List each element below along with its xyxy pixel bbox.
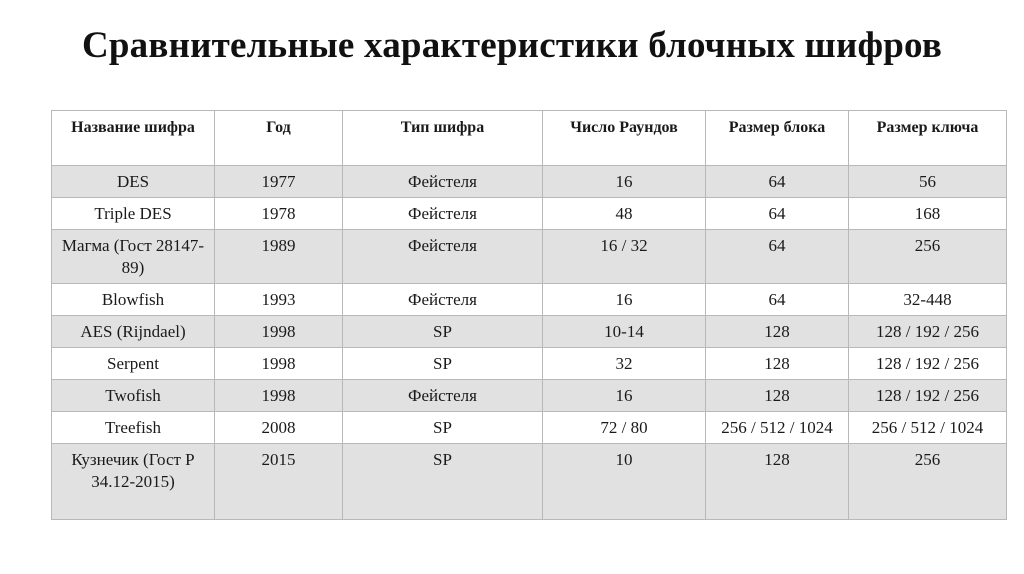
table-header	[52, 111, 1007, 166]
cell-type: Фейстеля	[343, 284, 543, 316]
cell-key-size: 256 / 512 / 1024	[849, 412, 1007, 444]
cell-block-size: 256 / 512 / 1024	[706, 412, 849, 444]
cell-block-size: 128	[706, 316, 849, 348]
cell-rounds: 32	[543, 348, 706, 380]
header-rounds: Число Раундов	[543, 111, 706, 166]
cell-block-size: 128	[706, 348, 849, 380]
cell-type: SP	[343, 444, 543, 520]
cell-year: 1998	[215, 348, 343, 380]
table-row	[52, 284, 1007, 316]
cell-key-size: 256	[849, 230, 1007, 284]
cell-year: 2008	[215, 412, 343, 444]
cell-block-size: 64	[706, 198, 849, 230]
table-row	[52, 348, 1007, 380]
cell-key-size: 32-448	[849, 284, 1007, 316]
cell-year: 2015	[215, 444, 343, 520]
cell-name: DES	[52, 166, 215, 198]
slide-title: Сравнительные характеристики блочных шифров	[81, 25, 942, 66]
cipher-comparison-table	[51, 110, 1007, 520]
table-body	[52, 166, 1007, 520]
cell-name: Магма (Гост 28147-89)	[52, 230, 215, 284]
cell-type: SP	[343, 348, 543, 380]
header-block-size: Размер блока	[706, 111, 849, 166]
cell-rounds: 10-14	[543, 316, 706, 348]
cell-name: Triple DES	[52, 198, 215, 230]
table-row	[52, 316, 1007, 348]
cell-type: SP	[343, 412, 543, 444]
cell-key-size: 128 / 192 / 256	[849, 348, 1007, 380]
cell-rounds: 16 / 32	[543, 230, 706, 284]
table-row	[52, 444, 1007, 520]
cell-rounds: 10	[543, 444, 706, 520]
cell-type: Фейстеля	[343, 230, 543, 284]
cell-name: Treefish	[52, 412, 215, 444]
cell-rounds: 16	[543, 284, 706, 316]
header-name: Название шифра	[52, 111, 215, 166]
cell-year: 1998	[215, 316, 343, 348]
header-type: Тип шифра	[343, 111, 543, 166]
header-row	[52, 111, 1007, 166]
cell-rounds: 16	[543, 380, 706, 412]
cell-type: Фейстеля	[343, 380, 543, 412]
cell-name: Blowfish	[52, 284, 215, 316]
table-row	[52, 166, 1007, 198]
cell-block-size: 128	[706, 380, 849, 412]
cell-key-size: 256	[849, 444, 1007, 520]
cell-name: AES (Rijndael)	[52, 316, 215, 348]
cell-name: Serpent	[52, 348, 215, 380]
cell-key-size: 168	[849, 198, 1007, 230]
cell-block-size: 64	[706, 284, 849, 316]
table-row	[52, 230, 1007, 284]
cell-type: Фейстеля	[343, 198, 543, 230]
cell-year: 1998	[215, 380, 343, 412]
cell-key-size: 128 / 192 / 256	[849, 316, 1007, 348]
cell-key-size: 128 / 192 / 256	[849, 380, 1007, 412]
cell-type: Фейстеля	[343, 166, 543, 198]
cell-block-size: 64	[706, 230, 849, 284]
cell-year: 1978	[215, 198, 343, 230]
cell-rounds: 16	[543, 166, 706, 198]
header-key-size: Размер ключа	[849, 111, 1007, 166]
cell-rounds: 72 / 80	[543, 412, 706, 444]
cell-year: 1989	[215, 230, 343, 284]
cell-rounds: 48	[543, 198, 706, 230]
cell-name: Twofish	[52, 380, 215, 412]
cell-key-size: 56	[849, 166, 1007, 198]
cell-year: 1977	[215, 166, 343, 198]
header-year: Год	[215, 111, 343, 166]
cell-year: 1993	[215, 284, 343, 316]
table-row	[52, 380, 1007, 412]
cell-block-size: 128	[706, 444, 849, 520]
cell-type: SP	[343, 316, 543, 348]
cell-block-size: 64	[706, 166, 849, 198]
table-row	[52, 412, 1007, 444]
cell-name: Кузнечик (Гост Р 34.12-2015)	[52, 444, 215, 520]
table-row	[52, 198, 1007, 230]
